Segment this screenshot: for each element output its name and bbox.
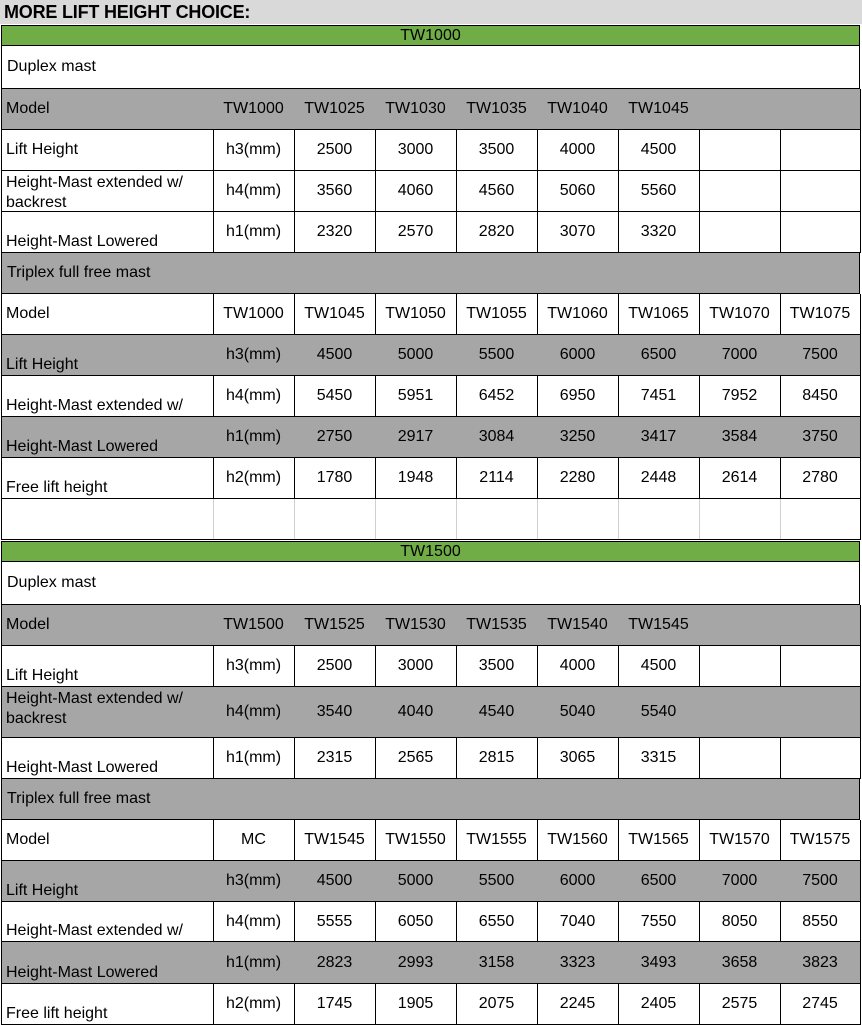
value-cell (699, 89, 781, 130)
value-cell: TW1035 (456, 89, 538, 130)
value-cell: 2745 (780, 984, 861, 1025)
value-cell: 2575 (699, 984, 781, 1025)
value-cell: 7451 (618, 376, 700, 417)
value-cell: 2917 (375, 417, 457, 458)
unit-cell: TW1000 (213, 89, 295, 130)
value-cell: 2405 (618, 984, 700, 1025)
value-cell: 4500 (294, 861, 376, 902)
value-cell: 2320 (294, 212, 376, 253)
value-cell: 2280 (537, 458, 619, 499)
value-cell: TW1075 (780, 294, 861, 335)
value-cell: 6500 (618, 335, 700, 376)
row-label: Lift Height (1, 646, 214, 687)
value-cell: 8450 (780, 376, 861, 417)
value-cell: TW1060 (537, 294, 619, 335)
value-cell: TW1555 (456, 820, 538, 861)
value-cell: 4560 (456, 171, 538, 212)
row-label: Free lift height (1, 984, 214, 1025)
value-cell: TW1065 (618, 294, 700, 335)
value-cell: 6000 (537, 335, 619, 376)
spacer-row (1, 499, 860, 540)
unit-cell: TW1500 (213, 605, 295, 646)
value-cell: 3065 (537, 738, 619, 779)
value-cell: 3823 (780, 942, 861, 984)
value-cell: 8050 (699, 902, 781, 942)
table-row (1, 738, 860, 779)
value-cell: 3315 (618, 738, 700, 779)
value-cell: 3158 (456, 942, 538, 984)
model-band-tw1000 (1, 25, 860, 46)
value-cell: 3000 (375, 646, 457, 687)
value-cell: 3323 (537, 942, 619, 984)
model-band-label: TW1000 (400, 27, 461, 44)
value-cell: TW1545 (618, 605, 700, 646)
value-cell (780, 605, 861, 646)
mast-type-title: Triplex full free mast (1, 253, 860, 294)
empty-cell (294, 499, 376, 540)
value-cell: 6550 (456, 902, 538, 942)
value-cell: 3493 (618, 942, 700, 984)
row-label: Model (1, 89, 214, 130)
value-cell: 1948 (375, 458, 457, 499)
value-cell: TW1545 (294, 820, 376, 861)
value-cell (699, 687, 781, 738)
value-cell: 5040 (537, 687, 619, 738)
value-cell: TW1045 (618, 89, 700, 130)
row-label: Lift Height (1, 861, 214, 902)
value-cell: 3584 (699, 417, 781, 458)
value-cell: TW1540 (537, 605, 619, 646)
value-cell (780, 89, 861, 130)
value-cell: 6050 (375, 902, 457, 942)
value-cell: 5540 (618, 687, 700, 738)
value-cell: TW1045 (294, 294, 376, 335)
mast-type-title: Triplex full free mast (1, 779, 860, 820)
value-cell: 4060 (375, 171, 457, 212)
unit-cell: h3(mm) (213, 335, 295, 376)
row-label: Lift Height (1, 335, 214, 376)
value-cell: TW1530 (375, 605, 457, 646)
value-cell: 6000 (537, 861, 619, 902)
value-cell: TW1055 (456, 294, 538, 335)
value-cell: 7952 (699, 376, 781, 417)
table-row (1, 902, 860, 942)
row-label: Model (1, 820, 214, 861)
table-row (1, 646, 860, 687)
value-cell: 1745 (294, 984, 376, 1025)
value-cell: 2815 (456, 738, 538, 779)
table-row (1, 212, 860, 253)
value-cell: 7000 (699, 861, 781, 902)
value-cell: 3560 (294, 171, 376, 212)
unit-cell: h4(mm) (213, 171, 295, 212)
value-cell: 3540 (294, 687, 376, 738)
value-cell (699, 212, 781, 253)
value-cell: 5500 (456, 861, 538, 902)
value-cell: 3500 (456, 130, 538, 171)
value-cell: 2500 (294, 130, 376, 171)
empty-cell (537, 499, 619, 540)
table-row (1, 130, 860, 171)
value-cell (780, 738, 861, 779)
value-cell: 4000 (537, 130, 619, 171)
value-cell: 4500 (618, 130, 700, 171)
value-cell (780, 212, 861, 253)
value-cell: 2075 (456, 984, 538, 1025)
value-cell: 4500 (294, 335, 376, 376)
value-cell: 2500 (294, 646, 376, 687)
value-cell: TW1575 (780, 820, 861, 861)
value-cell: 4000 (537, 646, 619, 687)
model-band-tw1500 (1, 541, 860, 562)
value-cell: 1780 (294, 458, 376, 499)
table-row (1, 605, 860, 646)
value-cell: TW1030 (375, 89, 457, 130)
table-row (1, 458, 860, 499)
empty-cell (1, 499, 214, 540)
unit-cell: h3(mm) (213, 646, 295, 687)
value-cell (699, 171, 781, 212)
model-band-label: TW1500 (400, 543, 461, 560)
value-cell: TW1050 (375, 294, 457, 335)
unit-cell: h4(mm) (213, 376, 295, 417)
row-label: Height-Mast Lowered (1, 738, 214, 779)
row-label: Height-Mast extended w/ backrest (1, 171, 214, 212)
value-cell (699, 646, 781, 687)
value-cell (780, 687, 861, 738)
value-cell: 6452 (456, 376, 538, 417)
table-row (1, 171, 860, 212)
value-cell: TW1570 (699, 820, 781, 861)
value-cell: 3500 (456, 646, 538, 687)
value-cell: 7500 (780, 335, 861, 376)
table-row (1, 89, 860, 130)
value-cell: 2570 (375, 212, 457, 253)
value-cell: 5000 (375, 861, 457, 902)
value-cell: 5560 (618, 171, 700, 212)
value-cell: 3417 (618, 417, 700, 458)
table-row (1, 335, 860, 376)
value-cell (699, 130, 781, 171)
value-cell: 2750 (294, 417, 376, 458)
table-row (1, 984, 860, 1025)
row-label: Height-Mast Lowered (1, 212, 214, 253)
unit-cell: h3(mm) (213, 861, 295, 902)
row-label: Model (1, 605, 214, 646)
row-label: Height-Mast extended w/ (1, 376, 214, 417)
unit-cell: h4(mm) (213, 902, 295, 942)
unit-cell: h3(mm) (213, 130, 295, 171)
value-cell: 4040 (375, 687, 457, 738)
row-label: Height-Mast extended w/ (1, 902, 214, 942)
value-cell: TW1525 (294, 605, 376, 646)
unit-cell: h1(mm) (213, 417, 295, 458)
value-cell: 3084 (456, 417, 538, 458)
value-cell: 5060 (537, 171, 619, 212)
row-label: Free lift height (1, 458, 214, 499)
empty-cell (699, 499, 781, 540)
empty-cell (456, 499, 538, 540)
unit-cell: h2(mm) (213, 458, 295, 499)
value-cell: 5555 (294, 902, 376, 942)
empty-cell (780, 499, 861, 540)
value-cell: 3250 (537, 417, 619, 458)
value-cell: 2114 (456, 458, 538, 499)
value-cell: 3320 (618, 212, 700, 253)
value-cell (780, 130, 861, 171)
value-cell: 6950 (537, 376, 619, 417)
table-row (1, 861, 860, 902)
value-cell: 2245 (537, 984, 619, 1025)
unit-cell: TW1000 (213, 294, 295, 335)
value-cell: 2993 (375, 942, 457, 984)
value-cell: TW1025 (294, 89, 376, 130)
value-cell: 5450 (294, 376, 376, 417)
value-cell: 2820 (456, 212, 538, 253)
value-cell: 8550 (780, 902, 861, 942)
table-row (1, 417, 860, 458)
table-row (1, 687, 860, 738)
value-cell (699, 605, 781, 646)
value-cell: 2565 (375, 738, 457, 779)
value-cell: 7040 (537, 902, 619, 942)
value-cell: 4540 (456, 687, 538, 738)
value-cell: 5500 (456, 335, 538, 376)
unit-cell: h1(mm) (213, 738, 295, 779)
value-cell (780, 171, 861, 212)
row-label: Model (1, 294, 214, 335)
row-label: Height-Mast extended w/ backrest (1, 687, 214, 738)
empty-cell (213, 499, 295, 540)
value-cell: 2780 (780, 458, 861, 499)
value-cell: TW1535 (456, 605, 538, 646)
value-cell: 2614 (699, 458, 781, 499)
row-label: Height-Mast Lowered (1, 417, 214, 458)
value-cell: 7500 (780, 861, 861, 902)
value-cell (699, 738, 781, 779)
value-cell: 4500 (618, 646, 700, 687)
value-cell: TW1550 (375, 820, 457, 861)
value-cell: 3658 (699, 942, 781, 984)
table-row (1, 294, 860, 335)
value-cell: 2823 (294, 942, 376, 984)
value-cell: 1905 (375, 984, 457, 1025)
unit-cell: h2(mm) (213, 984, 295, 1025)
unit-cell: MC (213, 820, 295, 861)
mast-type-title: Duplex mast (1, 46, 860, 89)
value-cell: 3070 (537, 212, 619, 253)
value-cell: 7000 (699, 335, 781, 376)
empty-cell (618, 499, 700, 540)
mast-type-title: Duplex mast (1, 562, 860, 605)
value-cell: 6500 (618, 861, 700, 902)
unit-cell: h1(mm) (213, 942, 295, 984)
value-cell: 2315 (294, 738, 376, 779)
value-cell: 5000 (375, 335, 457, 376)
table-row (1, 376, 860, 417)
value-cell: 3750 (780, 417, 861, 458)
value-cell: 7550 (618, 902, 700, 942)
value-cell (780, 646, 861, 687)
value-cell: 2448 (618, 458, 700, 499)
empty-cell (375, 499, 457, 540)
table-row (1, 942, 860, 984)
table-row (1, 820, 860, 861)
value-cell: TW1560 (537, 820, 619, 861)
unit-cell: h1(mm) (213, 212, 295, 253)
value-cell: TW1040 (537, 89, 619, 130)
value-cell: 3000 (375, 130, 457, 171)
row-label: Height-Mast Lowered (1, 942, 214, 984)
value-cell: TW1070 (699, 294, 781, 335)
value-cell: TW1565 (618, 820, 700, 861)
unit-cell: h4(mm) (213, 687, 295, 738)
row-label: Lift Height (1, 130, 214, 171)
value-cell: 5951 (375, 376, 457, 417)
page-heading: MORE LIFT HEIGHT CHOICE: (0, 0, 862, 24)
